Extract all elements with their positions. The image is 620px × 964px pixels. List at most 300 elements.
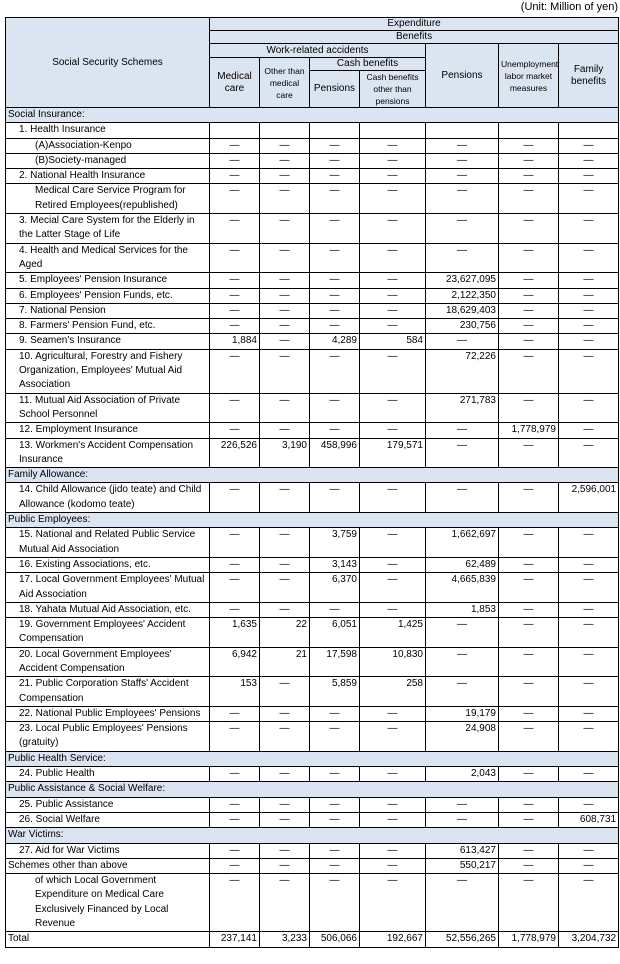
cell-value (360, 123, 426, 138)
table-row (6, 273, 619, 288)
table-row (6, 334, 619, 349)
table-row (6, 767, 619, 782)
cell-value: — (260, 349, 310, 393)
cell-value: 458,996 (310, 438, 360, 468)
row-label: 22. National Public Employees' Pensions (6, 706, 210, 721)
cell-value: — (310, 423, 360, 438)
table-row (6, 138, 619, 153)
table-row (6, 677, 619, 707)
row-label: (B)Society-managed (6, 153, 210, 168)
row-label: 15. National and Related Public Service Mutual Aid Association (6, 528, 210, 558)
cell-value: 6,942 (210, 647, 260, 677)
cell-value: — (260, 214, 310, 244)
header-expenditure: Expenditure (210, 18, 619, 31)
row-label: 11. Mutual Aid Association of Private School Personnel (6, 393, 210, 423)
table-row (6, 393, 619, 423)
cell-value: — (559, 423, 619, 438)
cell-value: 153 (210, 677, 260, 707)
cell-value: — (559, 243, 619, 273)
cell-value: — (499, 843, 559, 858)
cell-value: — (310, 797, 360, 812)
table-row (6, 647, 619, 677)
header-unemployment: Unemployment labor market measures (499, 44, 559, 108)
row-label: 23. Local Public Employees' Pensions (gratuity) (6, 722, 210, 752)
cell-value (310, 123, 360, 138)
row-label: 13. Workmen's Accident Compensation Insurance (6, 438, 210, 468)
cell-value: — (499, 722, 559, 752)
cell-value: — (360, 303, 426, 318)
cell-value: — (426, 438, 499, 468)
cell-value: — (260, 843, 310, 858)
cell-value: 52,556,265 (426, 932, 499, 947)
cell-value: 72,226 (426, 349, 499, 393)
cell-value: — (426, 812, 499, 827)
table-row (6, 153, 619, 168)
cell-value: — (360, 767, 426, 782)
header-cash-other: Cash benefits other than pensions (360, 71, 426, 108)
cell-value: — (210, 169, 260, 184)
row-label: 12. Employment Insurance (6, 423, 210, 438)
header-work-related: Work-related accidents (210, 44, 426, 58)
cell-value: — (559, 797, 619, 812)
row-label: 4. Health and Medical Services for the Aged (6, 243, 210, 273)
cell-value: — (260, 169, 310, 184)
table-row (6, 573, 619, 603)
cell-value: — (360, 858, 426, 873)
cell-value: — (310, 843, 360, 858)
cell-value: — (310, 169, 360, 184)
cell-value: — (210, 812, 260, 827)
cell-value: — (260, 602, 310, 617)
cell-value: 18,629,403 (426, 303, 499, 318)
cell-value: — (559, 722, 619, 752)
cell-value: — (499, 767, 559, 782)
cell-value: 258 (360, 677, 426, 707)
section-row (6, 782, 619, 797)
table-row (6, 557, 619, 572)
cell-value: — (260, 153, 310, 168)
cell-value: — (210, 273, 260, 288)
row-label: (A)Association-Kenpo (6, 138, 210, 153)
cell-value: — (559, 319, 619, 334)
cell-value: — (210, 797, 260, 812)
cell-value: — (360, 153, 426, 168)
cell-value: — (260, 243, 310, 273)
cell-value: — (210, 573, 260, 603)
cell-value: — (210, 319, 260, 334)
header-pensions-wr: Pensions (310, 71, 360, 108)
cell-value: — (360, 243, 426, 273)
cell-value: — (260, 423, 310, 438)
cell-value: — (310, 214, 360, 244)
cell-value: 17,598 (310, 647, 360, 677)
cell-value: 2,043 (426, 767, 499, 782)
cell-value: — (499, 557, 559, 572)
cell-value: — (499, 214, 559, 244)
cell-value: — (210, 843, 260, 858)
cell-value: — (559, 767, 619, 782)
cell-value: — (260, 722, 310, 752)
row-label: 25. Public Assistance (6, 797, 210, 812)
row-label: 19. Government Employees' Accident Compensation (6, 618, 210, 648)
row-label: 2. National Health Insurance (6, 169, 210, 184)
cell-value: 22 (260, 618, 310, 648)
table-row (6, 932, 619, 947)
cell-value: — (260, 319, 310, 334)
cell-value: 21 (260, 647, 310, 677)
table-row (6, 214, 619, 244)
table-row (6, 797, 619, 812)
table-row (6, 184, 619, 214)
cell-value: — (360, 797, 426, 812)
cell-value: — (499, 528, 559, 558)
row-label: Medical Care Service Program for Retired Employees(republished) (6, 184, 210, 214)
table-row (6, 602, 619, 617)
cell-value: 230,756 (426, 319, 499, 334)
cell-value: — (426, 153, 499, 168)
cell-value: — (310, 393, 360, 423)
cell-value: — (360, 288, 426, 303)
cell-value: — (426, 214, 499, 244)
cell-value: 3,759 (310, 528, 360, 558)
cell-value: 19,179 (426, 706, 499, 721)
cell-value: 1,884 (210, 334, 260, 349)
row-label: 17. Local Government Employees' Mutual Aid Association (6, 573, 210, 603)
cell-value: — (559, 288, 619, 303)
cell-value: — (260, 393, 310, 423)
cell-value: — (499, 706, 559, 721)
cell-value: — (559, 273, 619, 288)
cell-value: — (559, 843, 619, 858)
cell-value: — (260, 483, 310, 513)
cell-value: — (499, 169, 559, 184)
section-label: Family Allowance: (6, 468, 619, 483)
cell-value: — (426, 334, 499, 349)
row-label: 20. Local Government Employees' Accident Compensation (6, 647, 210, 677)
table-header (6, 18, 619, 108)
header-benefits: Benefits (210, 31, 619, 44)
table-row (6, 169, 619, 184)
cell-value: — (310, 706, 360, 721)
cell-value: — (499, 647, 559, 677)
cell-value: — (559, 138, 619, 153)
cell-value (210, 123, 260, 138)
cell-value: — (360, 169, 426, 184)
row-label: 6. Employees' Pension Funds, etc. (6, 288, 210, 303)
cell-value: 1,778,979 (499, 423, 559, 438)
cell-value: — (210, 349, 260, 393)
cell-value: — (310, 812, 360, 827)
cell-value: — (360, 874, 426, 932)
cell-value: — (360, 184, 426, 214)
cell-value: — (559, 858, 619, 873)
cell-value: 608,731 (559, 812, 619, 827)
cell-value: — (499, 393, 559, 423)
table-row (6, 812, 619, 827)
cell-value: — (260, 528, 310, 558)
table-row (6, 858, 619, 873)
cell-value: — (260, 797, 310, 812)
cell-value: — (559, 557, 619, 572)
unit-note: (Unit: Million of yen) (520, 1, 618, 13)
cell-value: — (559, 677, 619, 707)
cell-value: — (426, 423, 499, 438)
table-row (6, 843, 619, 858)
section-label: Public Employees: (6, 513, 619, 528)
cell-value: — (426, 243, 499, 273)
table-row (6, 874, 619, 932)
cell-value: — (260, 557, 310, 572)
header-cash-benefits: Cash benefits (310, 58, 426, 71)
cell-value: — (310, 874, 360, 932)
cell-value: 192,667 (360, 932, 426, 947)
header-other-medical: Other than medical care (260, 58, 310, 108)
section-label: War Victims: (6, 828, 619, 843)
row-label: 8. Farmers' Pension Fund, etc. (6, 319, 210, 334)
cell-value: — (310, 273, 360, 288)
cell-value: — (499, 319, 559, 334)
cell-value: — (210, 243, 260, 273)
table-row (6, 319, 619, 334)
cell-value: — (499, 573, 559, 603)
cell-value: 2,122,350 (426, 288, 499, 303)
cell-value: — (499, 874, 559, 932)
table-row (6, 528, 619, 558)
cell-value: — (360, 557, 426, 572)
cell-value: — (426, 618, 499, 648)
cell-value: — (210, 602, 260, 617)
cell-value: — (559, 573, 619, 603)
cell-value: — (360, 423, 426, 438)
cell-value: — (260, 874, 310, 932)
cell-value: — (210, 138, 260, 153)
row-label: 16. Existing Associations, etc. (6, 557, 210, 572)
cell-value: — (310, 184, 360, 214)
header-family: Family benefits (559, 44, 619, 108)
cell-value (499, 123, 559, 138)
row-label: 5. Employees' Pension Insurance (6, 273, 210, 288)
cell-value: — (260, 288, 310, 303)
cell-value: — (260, 184, 310, 214)
row-label: 9. Seamen's Insurance (6, 334, 210, 349)
cell-value: — (499, 184, 559, 214)
row-label: 14. Child Allowance (jido teate) and Child Allowance (kodomo teate) (6, 483, 210, 513)
row-label: Total (6, 932, 210, 947)
cell-value: — (499, 602, 559, 617)
section-row (6, 828, 619, 843)
cell-value: — (310, 858, 360, 873)
cell-value: — (499, 273, 559, 288)
cell-value: — (360, 528, 426, 558)
social-security-table (5, 17, 619, 948)
cell-value: — (360, 349, 426, 393)
cell-value: — (499, 438, 559, 468)
header-schemes: Social Security Schemes (6, 18, 210, 108)
cell-value: — (426, 677, 499, 707)
cell-value: — (559, 602, 619, 617)
table-row (6, 423, 619, 438)
cell-value: 6,051 (310, 618, 360, 648)
cell-value: — (360, 573, 426, 603)
cell-value: — (559, 214, 619, 244)
row-label: 26. Social Welfare (6, 812, 210, 827)
cell-value: — (426, 184, 499, 214)
cell-value: — (499, 677, 559, 707)
cell-value: — (499, 349, 559, 393)
cell-value: 3,143 (310, 557, 360, 572)
cell-value: — (260, 303, 310, 318)
cell-value: — (260, 767, 310, 782)
cell-value: — (210, 184, 260, 214)
cell-value: — (559, 303, 619, 318)
cell-value: — (559, 706, 619, 721)
cell-value: — (210, 767, 260, 782)
cell-value: 179,571 (360, 438, 426, 468)
table-row (6, 483, 619, 513)
cell-value: — (499, 243, 559, 273)
row-label: 3. Mecial Care System for the Elderly in the Latter Stage of Life (6, 214, 210, 244)
cell-value: — (559, 438, 619, 468)
cell-value: 271,783 (426, 393, 499, 423)
cell-value: 4,665,839 (426, 573, 499, 603)
cell-value: 10,830 (360, 647, 426, 677)
cell-value: 23,627,095 (426, 273, 499, 288)
cell-value: — (310, 288, 360, 303)
cell-value: 1,853 (426, 602, 499, 617)
cell-value: 5,859 (310, 677, 360, 707)
cell-value: 237,141 (210, 932, 260, 947)
cell-value: — (310, 602, 360, 617)
cell-value: — (426, 483, 499, 513)
cell-value: — (310, 319, 360, 334)
cell-value: 1,425 (360, 618, 426, 648)
cell-value: — (210, 483, 260, 513)
cell-value: — (360, 214, 426, 244)
section-row (6, 751, 619, 766)
cell-value: — (310, 138, 360, 153)
cell-value: 584 (360, 334, 426, 349)
cell-value: — (260, 677, 310, 707)
row-label: 21. Public Corporation Staffs' Accident Compensation (6, 677, 210, 707)
cell-value: — (499, 334, 559, 349)
cell-value: 2,596,001 (559, 483, 619, 513)
cell-value: 62,489 (426, 557, 499, 572)
cell-value: — (310, 483, 360, 513)
cell-value: — (360, 722, 426, 752)
cell-value: — (559, 334, 619, 349)
row-label: 27. Aid for War Victims (6, 843, 210, 858)
cell-value: 1,635 (210, 618, 260, 648)
cell-value: — (426, 647, 499, 677)
cell-value: — (360, 602, 426, 617)
header-medical-care: Medical care (210, 58, 260, 108)
row-label: 18. Yahata Mutual Aid Association, etc. (6, 602, 210, 617)
section-label: Public Assistance & Social Welfare: (6, 782, 619, 797)
section-row (6, 513, 619, 528)
cell-value: — (210, 706, 260, 721)
table-row (6, 438, 619, 468)
cell-value: — (559, 349, 619, 393)
section-row (6, 468, 619, 483)
row-label: 10. Agricultural, Forestry and Fishery Organization, Employees' Mutual Aid Association (6, 349, 210, 393)
section-label: Social Insurance: (6, 108, 619, 123)
cell-value: — (210, 528, 260, 558)
cell-value: 4,289 (310, 334, 360, 349)
cell-value: — (260, 334, 310, 349)
cell-value: — (426, 138, 499, 153)
cell-value: — (210, 874, 260, 932)
row-label: 24. Public Health (6, 767, 210, 782)
cell-value: 24,908 (426, 722, 499, 752)
cell-value: — (499, 812, 559, 827)
table-row (6, 706, 619, 721)
cell-value: — (559, 153, 619, 168)
cell-value: — (499, 858, 559, 873)
cell-value: — (426, 874, 499, 932)
cell-value: — (499, 483, 559, 513)
table-row (6, 123, 619, 138)
cell-value: — (559, 393, 619, 423)
cell-value: — (310, 153, 360, 168)
cell-value: 3,233 (260, 932, 310, 947)
cell-value: — (559, 647, 619, 677)
cell-value: — (210, 423, 260, 438)
cell-value: — (559, 874, 619, 932)
cell-value (260, 123, 310, 138)
row-label: 7. National Pension (6, 303, 210, 318)
cell-value: — (310, 349, 360, 393)
cell-value: — (559, 528, 619, 558)
cell-value (426, 123, 499, 138)
cell-value: — (310, 767, 360, 782)
cell-value: — (360, 483, 426, 513)
cell-value: — (499, 153, 559, 168)
cell-value: — (260, 812, 310, 827)
cell-value: 550,217 (426, 858, 499, 873)
cell-value: — (260, 273, 310, 288)
cell-value: — (360, 812, 426, 827)
cell-value: 1,778,979 (499, 932, 559, 947)
cell-value: 506,066 (310, 932, 360, 947)
cell-value: — (426, 169, 499, 184)
table-row (6, 288, 619, 303)
section-row (6, 108, 619, 123)
cell-value: — (499, 138, 559, 153)
cell-value: 1,662,697 (426, 528, 499, 558)
row-label: Schemes other than above (6, 858, 210, 873)
cell-value: — (210, 722, 260, 752)
table-row (6, 722, 619, 752)
cell-value: 6,370 (310, 573, 360, 603)
row-label: of which Local Government Expenditure on Medical Care Exclusively Financed by Local Revenue (6, 874, 210, 932)
cell-value: — (260, 138, 310, 153)
table-row (6, 349, 619, 393)
cell-value (559, 123, 619, 138)
cell-value: — (360, 273, 426, 288)
cell-value: — (360, 706, 426, 721)
table-row (6, 243, 619, 273)
cell-value: — (360, 393, 426, 423)
cell-value: — (499, 618, 559, 648)
cell-value: — (310, 303, 360, 318)
row-label: 1. Health Insurance (6, 123, 210, 138)
cell-value: — (310, 722, 360, 752)
cell-value: — (499, 797, 559, 812)
cell-value: — (260, 573, 310, 603)
section-label: Public Health Service: (6, 751, 619, 766)
cell-value: 3,190 (260, 438, 310, 468)
cell-value: — (310, 243, 360, 273)
